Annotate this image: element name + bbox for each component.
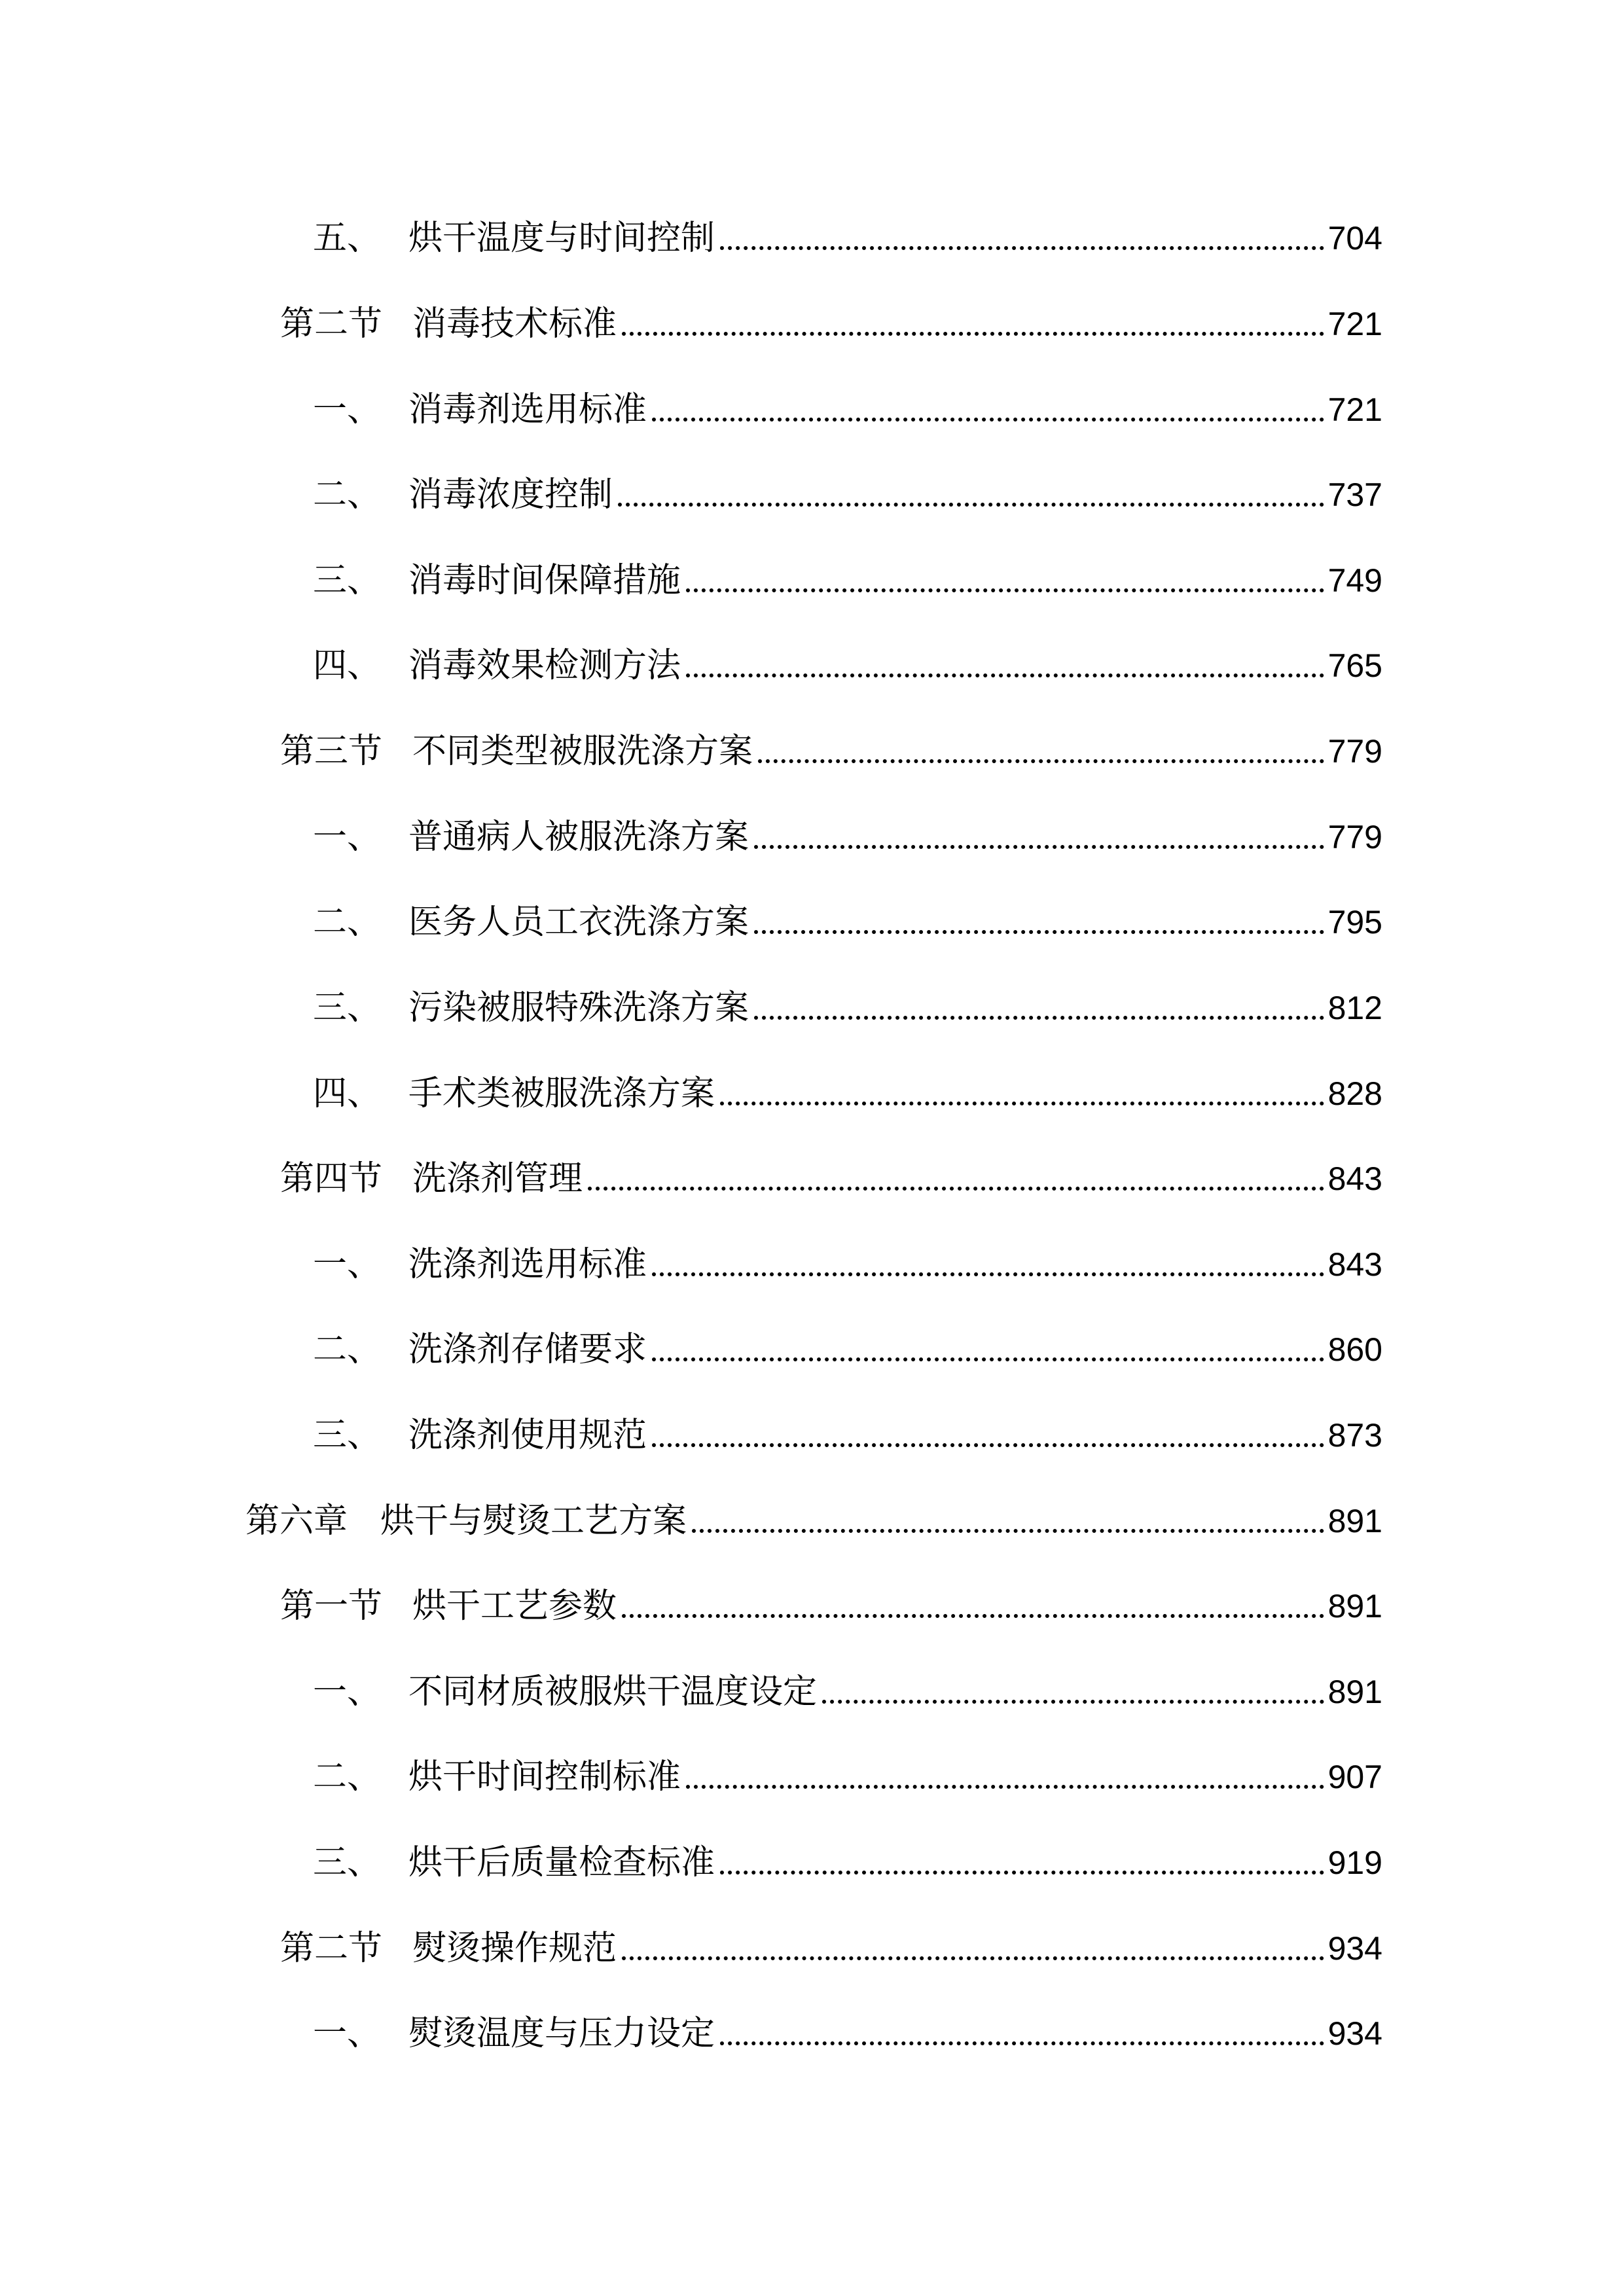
- toc-entry[interactable]: [313, 2007, 1382, 2060]
- dot-leader: [720, 212, 1324, 264]
- toc-entry-number: 三、: [313, 1843, 382, 1882]
- toc-entry-page: 721: [1327, 391, 1382, 428]
- toc-entry-number: 第二节: [280, 1929, 383, 1968]
- dot-leader: [588, 1153, 1324, 1205]
- toc-entry-title: 烘干工艺参数: [412, 1587, 617, 1626]
- dot-leader: [720, 1067, 1324, 1120]
- toc-entry[interactable]: [245, 1495, 1382, 1547]
- dot-leader: [652, 384, 1324, 436]
- toc-entry[interactable]: [280, 298, 1382, 350]
- dot-leader: [692, 1495, 1324, 1547]
- toc-entry-title: 消毒剂选用标准: [408, 390, 647, 429]
- toc-entry[interactable]: [313, 469, 1382, 521]
- toc-entry-page: 812: [1327, 990, 1382, 1026]
- toc-entry[interactable]: [313, 554, 1382, 607]
- toc-entry-title: 洗涤剂存储要求: [408, 1330, 647, 1369]
- toc-entry-page: 843: [1327, 1246, 1382, 1283]
- toc-entry[interactable]: [280, 1922, 1382, 1975]
- toc-entry[interactable]: [313, 1323, 1382, 1376]
- toc-entry-title: 消毒时间保障措施: [408, 561, 681, 600]
- toc-entry-title: 洗涤剂选用标准: [408, 1245, 647, 1284]
- toc-entry-number: 四、: [313, 1074, 382, 1113]
- toc-entry-title: 污染被服特殊洗涤方案: [408, 988, 749, 1028]
- toc-entry[interactable]: [313, 1666, 1382, 1718]
- toc-entry-title: 消毒效果检测方法: [408, 646, 681, 685]
- toc-entry-number: 一、: [313, 1245, 382, 1284]
- toc-entry-title: 不同类型被服洗涤方案: [412, 732, 753, 771]
- toc-entry-title: 烘干与熨烫工艺方案: [380, 1501, 687, 1541]
- dot-leader: [754, 982, 1324, 1034]
- toc-entry-page: 919: [1327, 1844, 1382, 1881]
- dot-leader: [652, 1409, 1324, 1462]
- toc-entry-title: 不同材质被服烘干温度设定: [408, 1672, 818, 1712]
- toc-entry[interactable]: [313, 896, 1382, 948]
- toc-entry-page: 704: [1327, 220, 1382, 257]
- dot-leader: [720, 1837, 1324, 1889]
- dot-leader: [652, 1323, 1324, 1376]
- toc-entry-number: 二、: [313, 475, 382, 514]
- dot-leader: [758, 725, 1324, 778]
- dot-leader: [754, 896, 1324, 948]
- toc-entry-number: 第一节: [280, 1587, 383, 1626]
- toc-entry-page: 721: [1327, 306, 1382, 342]
- toc-entry[interactable]: [313, 1238, 1382, 1291]
- toc-entry-page: 934: [1327, 1930, 1382, 1967]
- toc-entry-title: 烘干温度与时间控制: [408, 219, 715, 258]
- toc-entry-number: 一、: [313, 390, 382, 429]
- toc-entry-number: 一、: [313, 2014, 382, 2053]
- toc-entry[interactable]: [313, 1751, 1382, 1803]
- toc-entry-number: 三、: [313, 1416, 382, 1455]
- toc-entry-number: 一、: [313, 1672, 382, 1712]
- toc-entry-number: 二、: [313, 903, 382, 942]
- dot-leader: [686, 1751, 1324, 1803]
- dot-leader: [652, 1238, 1324, 1291]
- toc-entry[interactable]: [313, 1409, 1382, 1462]
- dot-leader: [622, 298, 1324, 350]
- dot-leader: [686, 639, 1324, 692]
- toc-entry-number: 二、: [313, 1757, 382, 1797]
- dot-leader: [754, 811, 1324, 863]
- dot-leader: [720, 2007, 1324, 2060]
- toc-entry-title: 熨烫操作规范: [412, 1929, 617, 1968]
- toc-entry-number: 三、: [313, 988, 382, 1028]
- toc-entry-title: 普通病人被服洗涤方案: [408, 817, 749, 857]
- toc-entry[interactable]: [313, 1837, 1382, 1889]
- toc-entry-title: 消毒技术标准: [412, 304, 617, 344]
- toc-entry-page: 779: [1327, 733, 1382, 770]
- toc-entry-page: 907: [1327, 1759, 1382, 1795]
- toc-entry-title: 熨烫温度与压力设定: [408, 2014, 715, 2053]
- toc-entry[interactable]: [313, 639, 1382, 692]
- dot-leader: [618, 469, 1324, 521]
- toc-entry-number: 一、: [313, 817, 382, 857]
- toc-entry-number: 四、: [313, 646, 382, 685]
- toc-entry-title: 烘干时间控制标准: [408, 1757, 681, 1797]
- toc-entry-page: 749: [1327, 562, 1382, 599]
- toc-entry-number: 二、: [313, 1330, 382, 1369]
- toc-entry[interactable]: [313, 982, 1382, 1034]
- toc-entry-page: 737: [1327, 476, 1382, 513]
- toc-entry[interactable]: [313, 811, 1382, 863]
- toc-entry-title: 消毒浓度控制: [408, 475, 613, 514]
- toc-entry-page: 934: [1327, 2015, 1382, 2052]
- toc-entry-page: 765: [1327, 647, 1382, 684]
- toc-entry[interactable]: [313, 1067, 1382, 1120]
- toc-entry-number: 第二节: [280, 304, 383, 344]
- dot-leader: [622, 1580, 1324, 1632]
- toc-entry-page: 795: [1327, 904, 1382, 941]
- toc-entry-number: 第三节: [280, 732, 383, 771]
- toc-entry-page: 828: [1327, 1075, 1382, 1112]
- toc-entry-title: 洗涤剂使用规范: [408, 1416, 647, 1455]
- toc-entry-page: 873: [1327, 1417, 1382, 1454]
- toc-entry-page: 891: [1327, 1588, 1382, 1624]
- toc-entry[interactable]: [280, 1153, 1382, 1205]
- toc-entry-number: 五、: [313, 219, 382, 258]
- toc-entry-number: 三、: [313, 561, 382, 600]
- dot-leader: [622, 1922, 1324, 1975]
- toc-entry-page: 891: [1327, 1503, 1382, 1539]
- toc-entry-title: 烘干后质量检查标准: [408, 1843, 715, 1882]
- toc-entry[interactable]: [280, 725, 1382, 778]
- toc-entry[interactable]: [313, 212, 1382, 264]
- toc-entry-title: 医务人员工衣洗涤方案: [408, 903, 749, 942]
- dot-leader: [822, 1666, 1324, 1718]
- toc-entry-page: 779: [1327, 819, 1382, 855]
- toc-entry-title: 手术类被服洗涤方案: [408, 1074, 715, 1113]
- toc-entry-page: 891: [1327, 1674, 1382, 1710]
- toc-entry-number: 第四节: [280, 1159, 383, 1198]
- dot-leader: [686, 554, 1324, 607]
- toc-entry-number: 第六章: [245, 1501, 348, 1541]
- toc-entry[interactable]: [280, 1580, 1382, 1632]
- toc-entry-page: 860: [1327, 1331, 1382, 1368]
- toc-entry-page: 843: [1327, 1160, 1382, 1197]
- toc-entry[interactable]: [313, 384, 1382, 436]
- toc-entry-title: 洗涤剂管理: [412, 1159, 583, 1198]
